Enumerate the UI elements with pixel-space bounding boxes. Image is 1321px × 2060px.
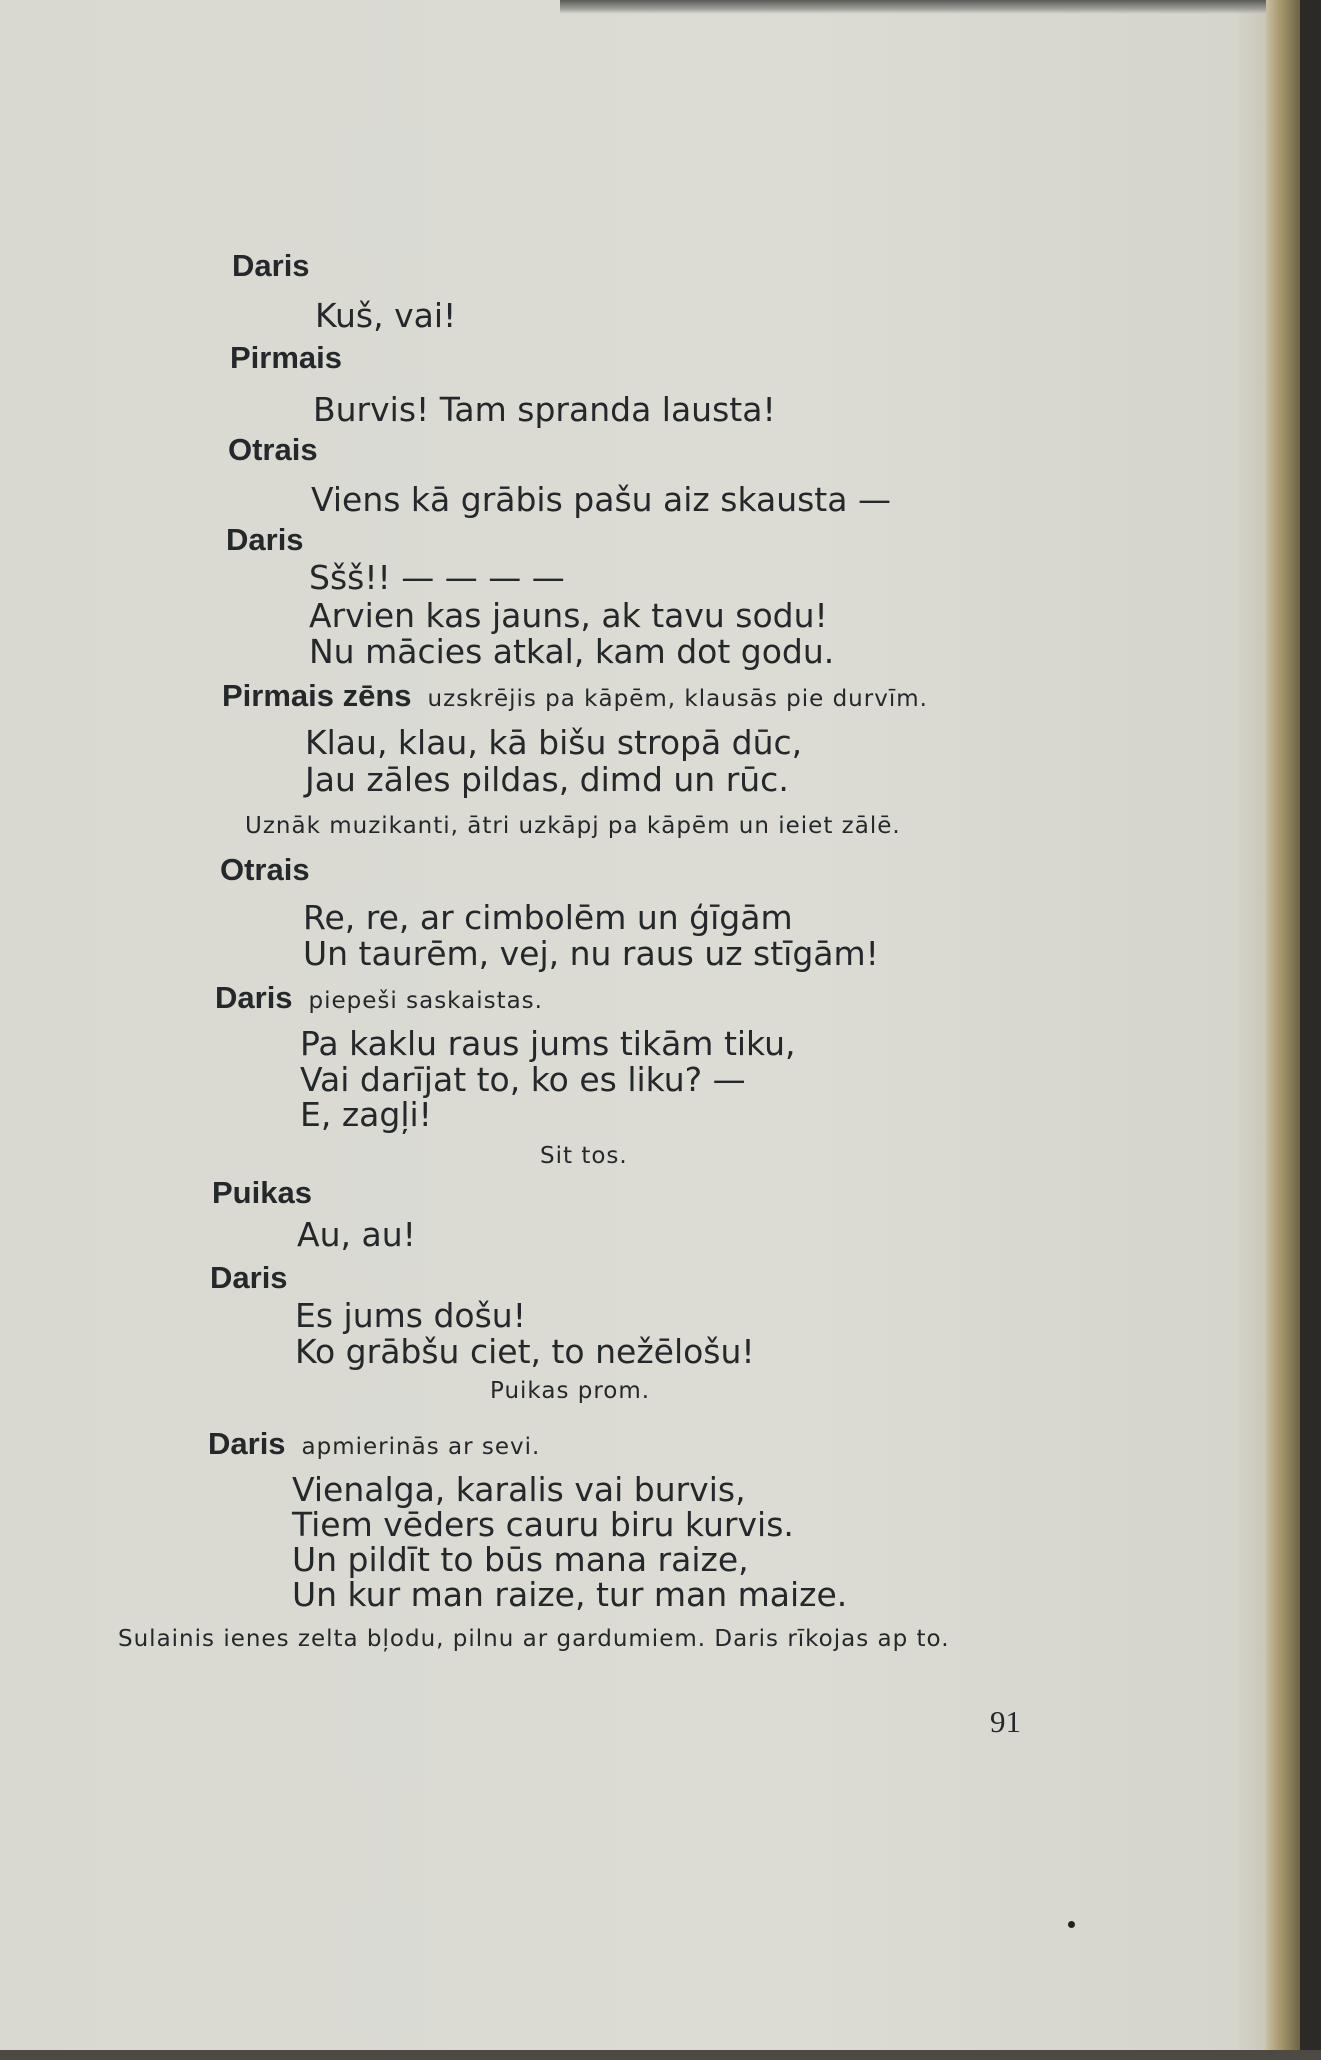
speaker-pirmais: Pirmais bbox=[230, 340, 343, 375]
speaker-with-direction bbox=[215, 980, 543, 1016]
dialogue-line: Kuš, vai! bbox=[315, 296, 457, 335]
stage-direction: apmierinās ar sevi. bbox=[301, 1434, 541, 1460]
speaker-daris: Daris bbox=[232, 248, 310, 283]
dialogue-line: Jau zāles pildas, dimd un rūc. bbox=[305, 760, 789, 799]
dialogue-line: Re, re, ar cimbolēm un ģīgām bbox=[303, 898, 793, 937]
dialogue-line: Nu mācies atkal, kam dot godu. bbox=[309, 632, 835, 671]
speaker-puikas: Puikas bbox=[212, 1175, 312, 1210]
dialogue-line: Un kur man raize, tur man maize. bbox=[292, 1575, 848, 1614]
speaker-daris: Daris bbox=[226, 522, 304, 557]
page-bottom-edge bbox=[0, 2050, 1321, 2060]
speaker-otrais: Otrais bbox=[228, 432, 318, 467]
dialogue-line: Arvien kas jauns, ak tavu sodu! bbox=[309, 596, 828, 635]
stage-direction: Uznāk muzikanti, ātri uzkāpj pa kāpēm un ieiet zālē. bbox=[245, 813, 901, 839]
dialogue-line: Burvis! Tam spranda lausta! bbox=[313, 390, 776, 429]
page-top-shadow bbox=[560, 0, 1300, 14]
speaker-daris: Daris bbox=[215, 980, 293, 1015]
speaker-with-direction bbox=[222, 678, 928, 714]
dialogue-line: Viens kā grābis pašu aiz skausta — bbox=[311, 480, 891, 519]
speaker-daris: Daris bbox=[210, 1260, 288, 1295]
dialogue-line: Es jums došu! bbox=[295, 1296, 526, 1335]
dialogue-line: Ko grābšu ciet, to nežēlošu! bbox=[295, 1332, 755, 1371]
speaker-daris: Daris bbox=[208, 1426, 286, 1461]
dialogue-line: Pa kaklu raus jums tikām tiku, bbox=[300, 1024, 796, 1063]
ink-spot bbox=[1068, 1921, 1075, 1928]
dialogue-line: Un pildīt to būs mana raize, bbox=[292, 1540, 749, 1579]
speaker-pirmais-zens: Pirmais zēns bbox=[222, 678, 412, 713]
dialogue-line: Klau, klau, kā bišu stropā dūc, bbox=[305, 723, 803, 762]
dialogue-line: Vienalga, karalis vai burvis, bbox=[292, 1470, 746, 1509]
dialogue-line: Un taurēm, vej, nu raus uz stīgām! bbox=[303, 934, 879, 973]
dialogue-line: Sšš!! — — — — bbox=[309, 558, 565, 597]
dialogue-line: Tiem vēders cauru biru kurvis. bbox=[292, 1505, 794, 1544]
page-edge bbox=[1266, 0, 1300, 2060]
speaker-otrais: Otrais bbox=[220, 852, 310, 887]
dialogue-line: Au, au! bbox=[297, 1215, 416, 1254]
stage-direction: Sit tos. bbox=[540, 1143, 628, 1169]
dialogue-line: Vai darījat to, ko es liku? — bbox=[300, 1060, 746, 1099]
speaker-with-direction bbox=[208, 1426, 540, 1462]
stage-direction: Sulainis ienes zelta bļodu, pilnu ar gardumiem. Daris rīkojas ap to. bbox=[118, 1626, 950, 1652]
stage-direction: uzskrējis pa kāpēm, klausās pie durvīm. bbox=[427, 686, 928, 712]
stage-direction: Puikas prom. bbox=[490, 1378, 651, 1404]
dialogue-line: E, zagļi! bbox=[300, 1095, 432, 1134]
stage-direction: piepeši saskaistas. bbox=[308, 988, 543, 1014]
page-number: 91 bbox=[990, 1704, 1021, 1739]
